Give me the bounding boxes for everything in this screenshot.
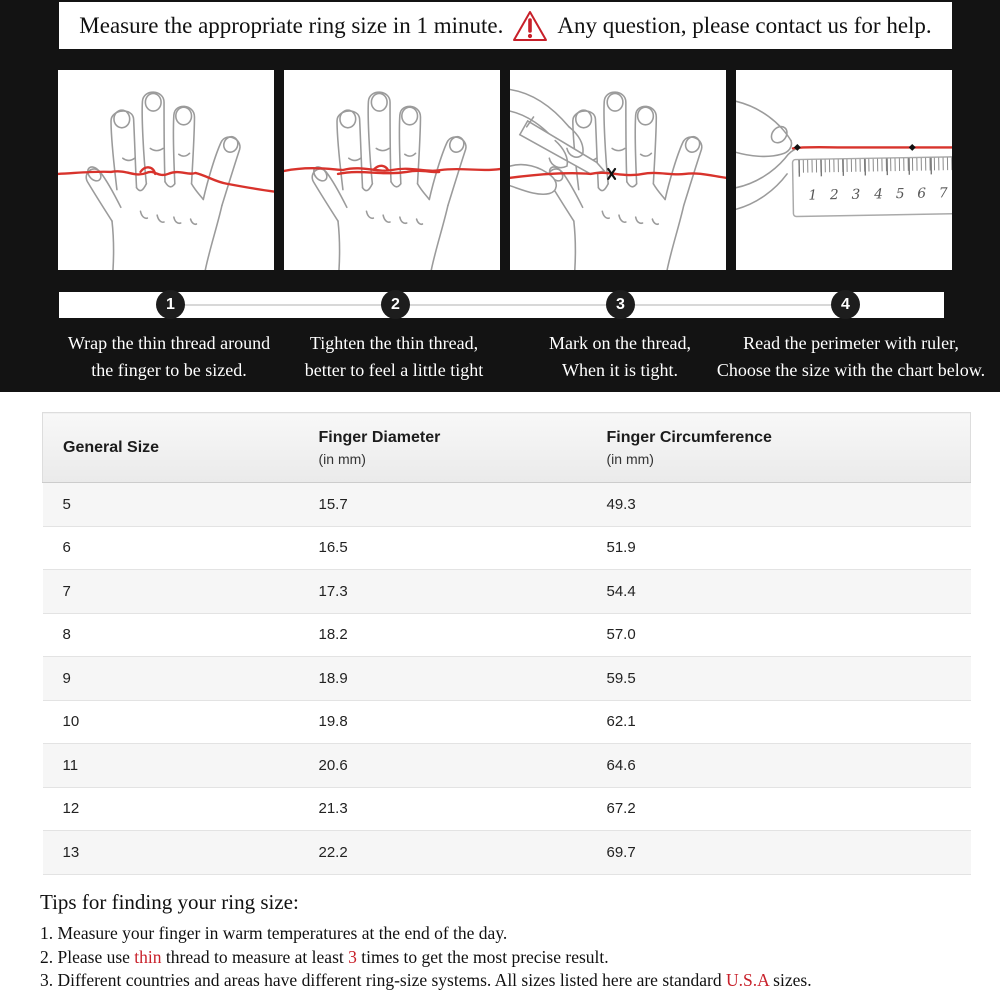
ruler-measurement-illustration xyxy=(736,70,952,270)
title-text-left: Measure the appropriate ring size in 1 minute. xyxy=(79,12,504,38)
table-row: 5 15.7 49.3 xyxy=(43,483,971,527)
table-row: 9 18.9 59.5 xyxy=(43,657,971,701)
ruler-number: 3 xyxy=(851,186,861,203)
step-4-caption: Read the perimeter with ruler, Choose the size with the chart below. xyxy=(716,333,986,380)
table-row: 11 20.6 64.6 xyxy=(43,744,971,788)
ruler-number: 6 xyxy=(917,185,927,202)
tip-3: 3. Different countries and areas have different ring-size systems. All sizes listed here are standard U.S.A sizes. xyxy=(40,970,812,990)
top-section xyxy=(0,0,1000,392)
header-general-size: General Size xyxy=(63,438,160,456)
ring-size-table xyxy=(42,412,971,875)
table-row: 7 17.3 54.4 xyxy=(43,570,971,614)
hand-thread-mark-illustration xyxy=(510,70,726,270)
ruler-number: 2 xyxy=(829,187,839,204)
hand-thread-wrap-illustration xyxy=(58,70,274,270)
tip-2: 2. Please use thin thread to measure at least 3 times to get the most precise result. xyxy=(40,946,609,967)
table-row: 8 18.2 57.0 xyxy=(43,613,971,657)
tip-2-highlight-thin: thin xyxy=(134,946,162,967)
table-header-row xyxy=(43,413,971,483)
ruler-number: 5 xyxy=(895,185,905,203)
header-finger-diameter-unit: (in mm) xyxy=(318,450,366,467)
step-2-badge: 2 xyxy=(381,290,410,319)
ruler-number: 4 xyxy=(874,186,884,203)
ruler-number: 1 xyxy=(808,187,818,204)
steps-progress-bar xyxy=(59,292,944,318)
table-row: 10 19.8 62.1 xyxy=(43,700,971,744)
steps-connector-line xyxy=(170,304,845,306)
step-1-badge: 1 xyxy=(156,290,185,319)
header-finger-diameter: Finger Diameter xyxy=(318,428,441,446)
ruler-number: 7 xyxy=(938,185,948,202)
table-row: 12 21.3 67.2 xyxy=(43,787,971,831)
tips-heading: Tips for finding your ring size: xyxy=(40,890,299,914)
thread-mark-dot xyxy=(909,144,916,151)
header-finger-circumference: Finger Circumference xyxy=(606,428,772,446)
warning-icon xyxy=(512,9,548,43)
step-3-badge: 3 xyxy=(606,290,635,319)
ruler xyxy=(792,157,952,217)
step-3-caption: Mark on the thread, When it is tight. xyxy=(549,333,691,380)
step-4-badge: 4 xyxy=(831,290,860,319)
title-text-right: Any question, please contact us for help. xyxy=(557,12,932,38)
hand-thread-tighten-illustration xyxy=(284,70,500,270)
table-row: 6 16.5 51.9 xyxy=(43,526,971,570)
tip-3-highlight-usa: U.S.A xyxy=(726,970,769,990)
title-banner xyxy=(59,2,952,49)
tip-2-highlight-3: 3 xyxy=(348,946,357,967)
tips-section xyxy=(40,890,970,993)
table-row: 13 22.2 69.7 xyxy=(43,831,971,875)
step-2-caption: Tighten the thin thread, better to feel a little tight xyxy=(304,333,484,380)
header-finger-circumference-unit: (in mm) xyxy=(606,450,654,467)
step-1-caption: Wrap the thin thread around the finger to be sized. xyxy=(67,333,271,380)
illustration-panels xyxy=(58,70,952,270)
tip-1: 1. Measure your finger in warm temperatures at the end of the day. xyxy=(40,923,508,943)
